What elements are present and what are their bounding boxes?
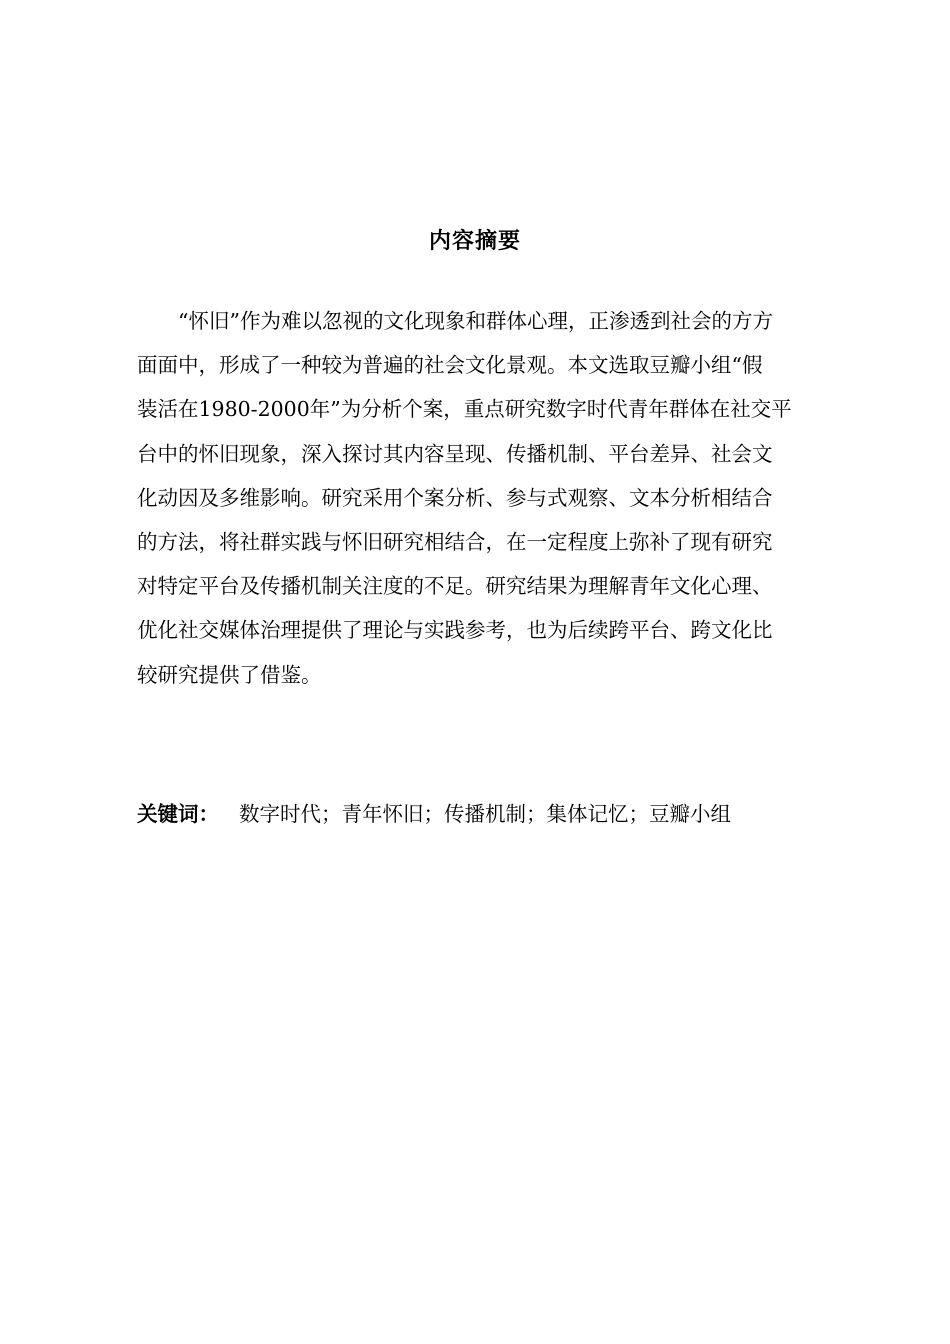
abstract-body — [137, 299, 853, 697]
abstract-line: 台中的怀旧现象，深入探讨其内容呈现、传播机制、平台差异、社会文 — [137, 441, 773, 466]
abstract-line: 优化社交媒体治理提供了理论与实践参考，也为后续跨平台、跨文化比 — [137, 618, 773, 643]
abstract-line: 对特定平台及传播机制关注度的不足。研究结果为理解青年文化心理、 — [137, 574, 773, 599]
abstract-line: “怀旧”作为难以忽视的文化现象和群体心理，正渗透到社会的方方 — [178, 309, 773, 333]
abstract-line: 较研究提供了借鉴。 — [137, 662, 322, 687]
abstract-line: 化动因及多维影响。研究采用个案分析、参与式观察、文本分析相结合 — [137, 485, 773, 510]
abstract-line: 面面中，形成了一种较为普遍的社会文化景观。本文选取豆瓣小组“假 — [137, 353, 763, 378]
page-title: 内容摘要 — [428, 229, 521, 254]
keywords-text: 数字时代；青年怀旧；传播机制；集体记忆；豆瓣小组 — [239, 802, 731, 826]
abstract-line: 的方法，将社群实践与怀旧研究相结合，在一定程度上弥补了现有研究 — [137, 529, 773, 554]
keywords-section — [137, 798, 853, 830]
keywords-label: 关键词： — [137, 802, 219, 826]
abstract-line: 装活在1980-2000年”为分析个案，重点研究数字时代青年群体在社交平 — [137, 397, 792, 422]
